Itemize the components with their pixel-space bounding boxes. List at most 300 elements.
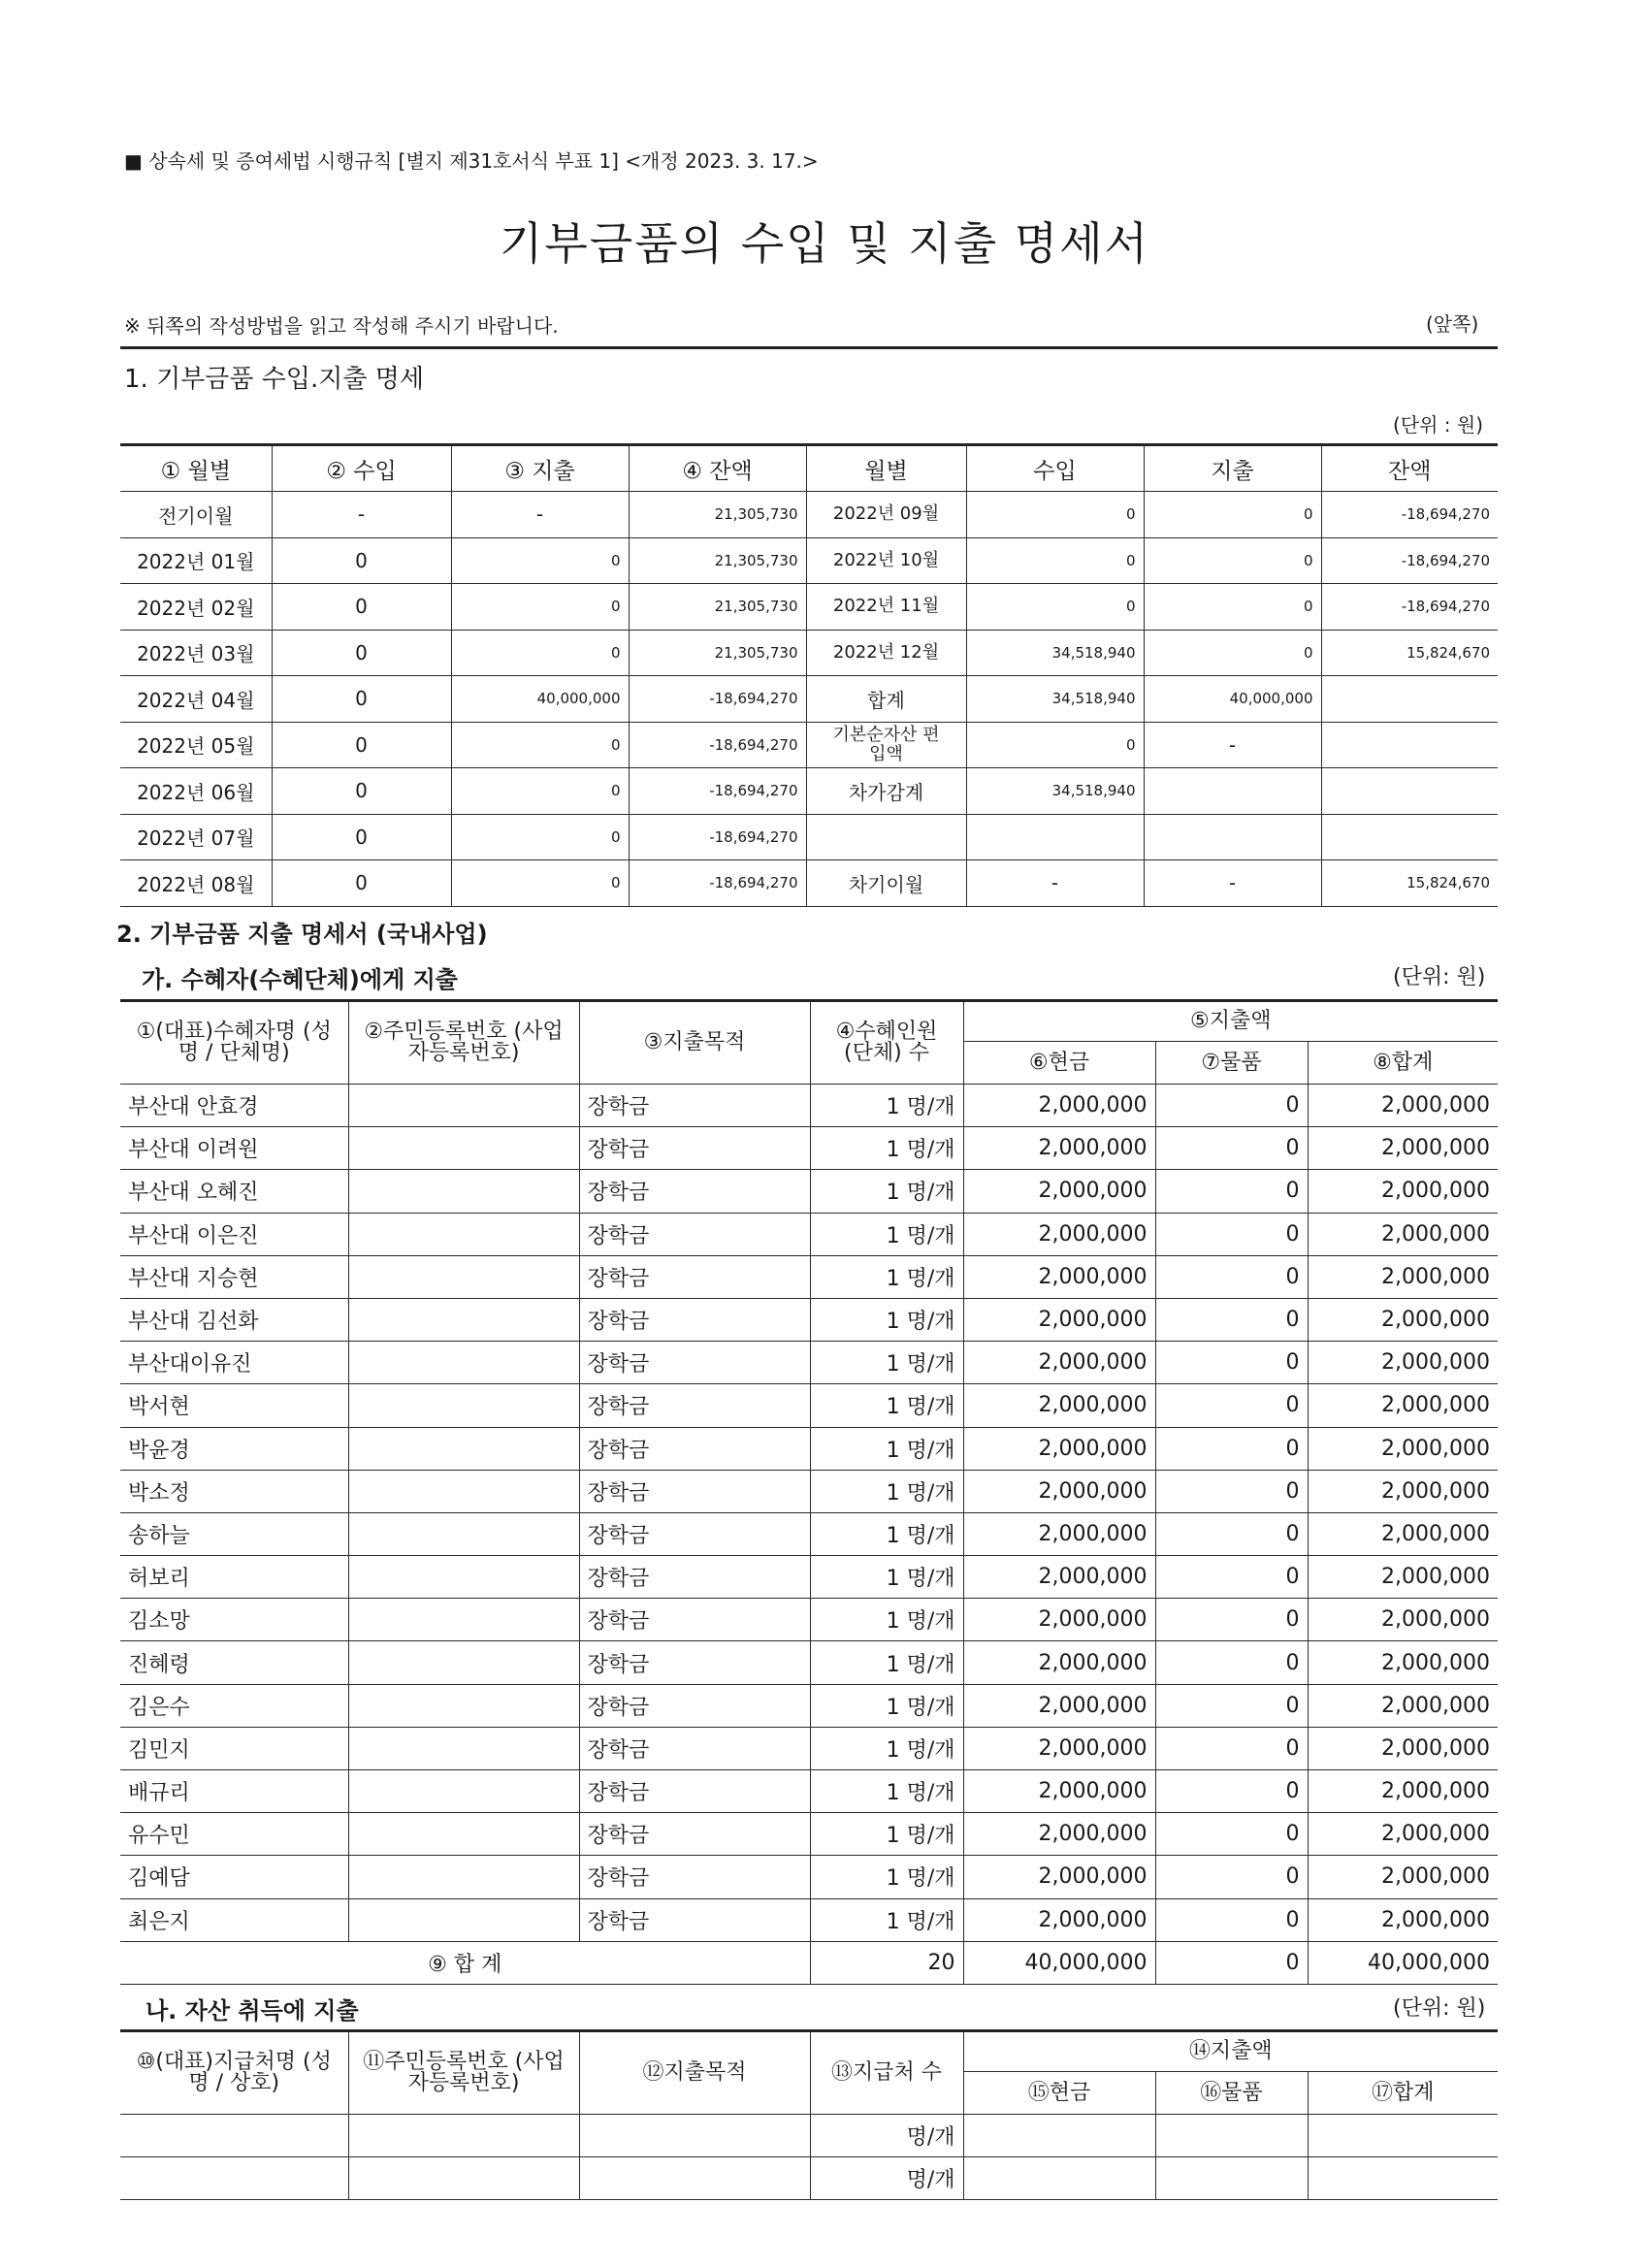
cell-count: 명/개 xyxy=(810,2115,963,2157)
col-payee-total: ⑰합계 xyxy=(1308,2072,1498,2115)
cell-cash: 2,000,000 xyxy=(963,1470,1155,1512)
cell-balance: -18,694,270 xyxy=(629,676,806,723)
cell-total: 2,000,000 xyxy=(1308,1127,1498,1170)
cell-registration-no xyxy=(348,1641,579,1684)
table-row xyxy=(120,1556,1498,1599)
cell-recipient-name: 부산대 안효경 xyxy=(120,1085,348,1127)
cell-income: 0 xyxy=(272,860,451,907)
front-label: (앞쪽) xyxy=(1426,312,1479,336)
cell-total: 2,000,000 xyxy=(1308,1898,1498,1941)
cell-total: 2,000,000 xyxy=(1308,1470,1498,1512)
cell-recipient-name: 부산대 지승현 xyxy=(120,1255,348,1298)
cell-income-2: 34,518,940 xyxy=(966,630,1144,676)
cell-total: 2,000,000 xyxy=(1308,1727,1498,1769)
cell-goods: 0 xyxy=(1155,1127,1308,1170)
cell-cash: 2,000,000 xyxy=(963,1556,1155,1599)
cell-month-2: 차가감계 xyxy=(806,768,966,815)
cell-count: 1 명/개 xyxy=(810,1427,963,1470)
cell-month-2: 2022년 11월 xyxy=(806,584,966,631)
cell-balance-2 xyxy=(1321,768,1498,815)
cell-recipient-name xyxy=(120,2157,348,2200)
beneficiary-expense-table xyxy=(120,999,1498,1985)
table-row xyxy=(120,1213,1498,1255)
table-row xyxy=(120,814,1498,860)
table-row xyxy=(120,1384,1498,1427)
table-row xyxy=(120,584,1498,631)
cell-cash: 2,000,000 xyxy=(963,1856,1155,1898)
cell-purpose: 장학금 xyxy=(579,1384,810,1427)
col-payee-count: ⑬지급처 수 xyxy=(810,2031,963,2115)
cell-month-2: 기본순자산 편입액 xyxy=(806,722,966,768)
cell-purpose: 장학금 xyxy=(579,1641,810,1684)
cell-goods: 0 xyxy=(1155,1641,1308,1684)
table-row xyxy=(120,2115,1498,2157)
cell-month-2: 차기이월 xyxy=(806,860,966,907)
cell-count: 1 명/개 xyxy=(810,1770,963,1813)
col-month-2: 월별 xyxy=(806,445,966,492)
cell-cash xyxy=(963,2157,1155,2200)
cell-balance-2 xyxy=(1321,814,1498,860)
col-income: ② 수입 xyxy=(272,445,451,492)
total-count: 20 xyxy=(810,1941,963,1984)
col-payee-cash: ⑮현금 xyxy=(963,2072,1155,2115)
table-row xyxy=(120,1470,1498,1512)
cell-recipient-name: 김예담 xyxy=(120,1856,348,1898)
col-expense: ③ 지출 xyxy=(451,445,629,492)
cell-recipient-name: 유수민 xyxy=(120,1813,348,1856)
cell-balance-2 xyxy=(1321,676,1498,723)
table-row xyxy=(120,768,1498,815)
cell-purpose: 장학금 xyxy=(579,1255,810,1298)
col-balance-2: 잔액 xyxy=(1321,445,1498,492)
table-row xyxy=(120,1427,1498,1470)
cell-expense-2: 0 xyxy=(1144,492,1321,538)
cell-cash: 2,000,000 xyxy=(963,1770,1155,1813)
table-row xyxy=(120,537,1498,584)
cell-registration-no xyxy=(348,2115,579,2157)
cell-expense-2 xyxy=(1144,768,1321,815)
cell-purpose xyxy=(579,2157,810,2200)
cell-income: 0 xyxy=(272,537,451,584)
col-expense-2: 지출 xyxy=(1144,445,1321,492)
cell-total xyxy=(1308,2157,1498,2200)
cell-registration-no xyxy=(348,1384,579,1427)
cell-registration-no xyxy=(348,1556,579,1599)
cell-goods: 0 xyxy=(1155,1342,1308,1384)
cell-recipient-name: 최은지 xyxy=(120,1898,348,1941)
cell-goods: 0 xyxy=(1155,1470,1308,1512)
cell-recipient-name: 김민지 xyxy=(120,1727,348,1769)
cell-purpose: 장학금 xyxy=(579,1813,810,1856)
cell-recipient-name: 박서현 xyxy=(120,1384,348,1427)
cell-balance-2 xyxy=(1321,722,1498,768)
form-reference: ■ 상속세 및 증여세법 시행규칙 [별지 제31호서식 부표 1] <개정 2023. 3. 17.> xyxy=(124,149,819,173)
cell-recipient-name: 허보리 xyxy=(120,1556,348,1599)
table-row xyxy=(120,1641,1498,1684)
cell-purpose xyxy=(579,2115,810,2157)
cell-count: 1 명/개 xyxy=(810,1384,963,1427)
cell-cash: 2,000,000 xyxy=(963,1213,1155,1255)
cell-registration-no xyxy=(348,1684,579,1727)
cell-purpose: 장학금 xyxy=(579,1298,810,1341)
total-label: ⑨ 합 계 xyxy=(120,1941,810,1984)
cell-purpose: 장학금 xyxy=(579,1427,810,1470)
cell-recipient-name xyxy=(120,2115,348,2157)
cell-count: 1 명/개 xyxy=(810,1213,963,1255)
cell-goods: 0 xyxy=(1155,1813,1308,1856)
col-payee-goods: ⑯물품 xyxy=(1155,2072,1308,2115)
cell-cash: 2,000,000 xyxy=(963,1298,1155,1341)
table-row xyxy=(120,1298,1498,1341)
cell-goods: 0 xyxy=(1155,1512,1308,1555)
income-expense-table xyxy=(120,443,1498,907)
cell-purpose: 장학금 xyxy=(579,1727,810,1769)
col-payee-amount: ⑭지출액 xyxy=(963,2031,1498,2072)
cell-recipient-name: 김은수 xyxy=(120,1684,348,1727)
col-expense-amount: ⑤지출액 xyxy=(963,1001,1498,1042)
cell-count: 1 명/개 xyxy=(810,1641,963,1684)
cell-expense: 0 xyxy=(451,768,629,815)
cell-goods: 0 xyxy=(1155,1298,1308,1341)
cell-total: 2,000,000 xyxy=(1308,1556,1498,1599)
cell-recipient-name: 송하늘 xyxy=(120,1512,348,1555)
cell-recipient-name: 부산대 오혜진 xyxy=(120,1170,348,1213)
cell-purpose: 장학금 xyxy=(579,1213,810,1255)
cell-month: 2022년 01월 xyxy=(120,537,272,584)
cell-registration-no xyxy=(348,1213,579,1255)
cell-expense-2 xyxy=(1144,814,1321,860)
table-row xyxy=(120,1599,1498,1641)
cell-balance: -18,694,270 xyxy=(629,814,806,860)
col-balance: ④ 잔액 xyxy=(629,445,806,492)
table-row xyxy=(120,492,1498,538)
cell-cash: 2,000,000 xyxy=(963,1127,1155,1170)
cell-balance-2: 15,824,670 xyxy=(1321,860,1498,907)
table-row xyxy=(120,1342,1498,1384)
cell-goods: 0 xyxy=(1155,1770,1308,1813)
cell-goods: 0 xyxy=(1155,1170,1308,1213)
cell-cash: 2,000,000 xyxy=(963,1512,1155,1555)
cell-cash: 2,000,000 xyxy=(963,1813,1155,1856)
cell-total: 2,000,000 xyxy=(1308,1255,1498,1298)
cell-count: 1 명/개 xyxy=(810,1512,963,1555)
cell-purpose: 장학금 xyxy=(579,1470,810,1512)
cell-count: 1 명/개 xyxy=(810,1556,963,1599)
top-rule xyxy=(120,346,1498,349)
cell-cash: 2,000,000 xyxy=(963,1684,1155,1727)
cell-balance: -18,694,270 xyxy=(629,768,806,815)
cell-count: 1 명/개 xyxy=(810,1342,963,1384)
cell-purpose: 장학금 xyxy=(579,1856,810,1898)
col-cash: ⑥현금 xyxy=(963,1042,1155,1085)
table-row xyxy=(120,1684,1498,1727)
cell-cash: 2,000,000 xyxy=(963,1599,1155,1641)
cell-goods: 0 xyxy=(1155,1727,1308,1769)
cell-total: 2,000,000 xyxy=(1308,1684,1498,1727)
cell-total: 2,000,000 xyxy=(1308,1427,1498,1470)
cell-count: 1 명/개 xyxy=(810,1599,963,1641)
cell-goods: 0 xyxy=(1155,1384,1308,1427)
cell-registration-no xyxy=(348,1599,579,1641)
cell-cash xyxy=(963,2115,1155,2157)
cell-expense: - xyxy=(451,492,629,538)
cell-purpose: 장학금 xyxy=(579,1127,810,1170)
table-row xyxy=(120,1856,1498,1898)
cell-total xyxy=(1308,2115,1498,2157)
col-payee-registration-no: ⑪주민등록번호 (사업자등록번호) xyxy=(348,2031,579,2115)
col-registration-no: ②주민등록번호 (사업자등록번호) xyxy=(348,1001,579,1085)
cell-recipient-name: 부산대 김선화 xyxy=(120,1298,348,1341)
section1-heading: 1. 기부금품 수입.지출 명세 xyxy=(124,365,425,394)
cell-month-2: 2022년 09월 xyxy=(806,492,966,538)
cell-total: 2,000,000 xyxy=(1308,1813,1498,1856)
cell-total: 2,000,000 xyxy=(1308,1599,1498,1641)
cell-month: 2022년 08월 xyxy=(120,860,272,907)
col-recipient-count: ④수혜인원 (단체) 수 xyxy=(810,1001,963,1085)
cell-balance: 21,305,730 xyxy=(629,584,806,631)
cell-income: 0 xyxy=(272,584,451,631)
total-cash: 40,000,000 xyxy=(963,1941,1155,1984)
cell-purpose: 장학금 xyxy=(579,1085,810,1127)
col-payee-purpose: ⑫지출목적 xyxy=(579,2031,810,2115)
instruction-note: ※ 뒤쪽의 작성방법을 읽고 작성해 주시기 바랍니다. xyxy=(124,314,559,338)
cell-expense-2: 0 xyxy=(1144,584,1321,631)
table-row xyxy=(120,1127,1498,1170)
section2b-unit: (단위: 원) xyxy=(1393,1996,1486,2021)
cell-registration-no xyxy=(348,1898,579,1941)
cell-income: 0 xyxy=(272,722,451,768)
cell-count: 1 명/개 xyxy=(810,1298,963,1341)
cell-month-2: 2022년 10월 xyxy=(806,537,966,584)
cell-total: 2,000,000 xyxy=(1308,1641,1498,1684)
cell-registration-no xyxy=(348,1085,579,1127)
cell-expense: 0 xyxy=(451,814,629,860)
cell-income-2 xyxy=(966,814,1144,860)
cell-income: 0 xyxy=(272,676,451,723)
cell-count: 1 명/개 xyxy=(810,1813,963,1856)
table-row xyxy=(120,1255,1498,1298)
cell-goods: 0 xyxy=(1155,1898,1308,1941)
asset-acquisition-table xyxy=(120,2029,1498,2200)
cell-recipient-name: 진혜령 xyxy=(120,1641,348,1684)
table-row xyxy=(120,1512,1498,1555)
cell-cash: 2,000,000 xyxy=(963,1898,1155,1941)
cell-cash: 2,000,000 xyxy=(963,1641,1155,1684)
cell-recipient-name: 부산대 이은진 xyxy=(120,1213,348,1255)
cell-income-2: 0 xyxy=(966,722,1144,768)
cell-income-2: 34,518,940 xyxy=(966,676,1144,723)
cell-expense: 0 xyxy=(451,584,629,631)
cell-month: 2022년 03월 xyxy=(120,630,272,676)
cell-income-2: - xyxy=(966,860,1144,907)
cell-registration-no xyxy=(348,1255,579,1298)
cell-recipient-name: 부산대 이려원 xyxy=(120,1127,348,1170)
cell-purpose: 장학금 xyxy=(579,1684,810,1727)
cell-total: 2,000,000 xyxy=(1308,1213,1498,1255)
cell-goods: 0 xyxy=(1155,1085,1308,1127)
cell-month: 2022년 07월 xyxy=(120,814,272,860)
cell-total: 2,000,000 xyxy=(1308,1512,1498,1555)
cell-total: 2,000,000 xyxy=(1308,1085,1498,1127)
cell-recipient-name: 김소망 xyxy=(120,1599,348,1641)
cell-total: 2,000,000 xyxy=(1308,1170,1498,1213)
cell-recipient-name: 배규리 xyxy=(120,1770,348,1813)
section2-heading: 2. 기부금품 지출 명세서 (국내사업) xyxy=(116,921,488,948)
cell-goods: 0 xyxy=(1155,1213,1308,1255)
total-sum: 40,000,000 xyxy=(1308,1941,1498,1984)
cell-purpose: 장학금 xyxy=(579,1512,810,1555)
cell-goods: 0 xyxy=(1155,1556,1308,1599)
cell-balance-2: -18,694,270 xyxy=(1321,537,1498,584)
section1-unit: (단위 : 원) xyxy=(1393,413,1484,437)
cell-count: 1 명/개 xyxy=(810,1856,963,1898)
cell-balance: 21,305,730 xyxy=(629,630,806,676)
cell-recipient-name: 박소정 xyxy=(120,1470,348,1512)
cell-count: 1 명/개 xyxy=(810,1727,963,1769)
cell-expense: 0 xyxy=(451,722,629,768)
total-goods: 0 xyxy=(1155,1941,1308,1984)
page-title: 기부금품의 수입 및 지출 명세서 xyxy=(499,217,1150,270)
section2a-unit: (단위: 원) xyxy=(1393,965,1486,989)
cell-registration-no xyxy=(348,1427,579,1470)
cell-expense: 0 xyxy=(451,860,629,907)
table-row xyxy=(120,1813,1498,1856)
cell-count: 1 명/개 xyxy=(810,1898,963,1941)
cell-expense: 0 xyxy=(451,537,629,584)
cell-goods: 0 xyxy=(1155,1427,1308,1470)
cell-income-2: 0 xyxy=(966,584,1144,631)
table-row xyxy=(120,722,1498,768)
cell-registration-no xyxy=(348,1770,579,1813)
cell-month: 전기이월 xyxy=(120,492,272,538)
cell-count: 1 명/개 xyxy=(810,1470,963,1512)
cell-count: 1 명/개 xyxy=(810,1684,963,1727)
table-row xyxy=(120,1727,1498,1769)
cell-registration-no xyxy=(348,1727,579,1769)
cell-purpose: 장학금 xyxy=(579,1556,810,1599)
cell-month: 2022년 05월 xyxy=(120,722,272,768)
cell-purpose: 장학금 xyxy=(579,1170,810,1213)
cell-goods: 0 xyxy=(1155,1599,1308,1641)
cell-purpose: 장학금 xyxy=(579,1770,810,1813)
cell-goods xyxy=(1155,2115,1308,2157)
cell-count: 1 명/개 xyxy=(810,1085,963,1127)
cell-total: 2,000,000 xyxy=(1308,1298,1498,1341)
table-row xyxy=(120,1170,1498,1213)
cell-balance-2: -18,694,270 xyxy=(1321,584,1498,631)
cell-balance: -18,694,270 xyxy=(629,860,806,907)
col-purpose: ③지출목적 xyxy=(579,1001,810,1085)
cell-recipient-name: 박윤경 xyxy=(120,1427,348,1470)
cell-goods: 0 xyxy=(1155,1684,1308,1727)
cell-balance-2: 15,824,670 xyxy=(1321,630,1498,676)
cell-registration-no xyxy=(348,1298,579,1341)
table-row xyxy=(120,2157,1498,2200)
cell-total: 2,000,000 xyxy=(1308,1342,1498,1384)
section2a-heading: 가. 수혜자(수혜단체)에게 지출 xyxy=(142,966,458,993)
cell-goods: 0 xyxy=(1155,1255,1308,1298)
cell-income-2: 0 xyxy=(966,537,1144,584)
cell-month: 2022년 04월 xyxy=(120,676,272,723)
col-beneficiary-name: ①(대표)수혜자명 (성명 / 단체명) xyxy=(120,1001,348,1085)
table-row xyxy=(120,1898,1498,1941)
cell-registration-no xyxy=(348,1342,579,1384)
cell-cash: 2,000,000 xyxy=(963,1170,1155,1213)
cell-cash: 2,000,000 xyxy=(963,1727,1155,1769)
cell-purpose: 장학금 xyxy=(579,1898,810,1941)
cell-expense-2: 40,000,000 xyxy=(1144,676,1321,723)
cell-registration-no xyxy=(348,1856,579,1898)
cell-expense-2: - xyxy=(1144,860,1321,907)
cell-income-2: 34,518,940 xyxy=(966,768,1144,815)
cell-expense: 0 xyxy=(451,630,629,676)
table-row xyxy=(120,676,1498,723)
cell-month: 2022년 02월 xyxy=(120,584,272,631)
cell-registration-no xyxy=(348,1512,579,1555)
cell-balance: 21,305,730 xyxy=(629,537,806,584)
cell-balance: -18,694,270 xyxy=(629,722,806,768)
cell-cash: 2,000,000 xyxy=(963,1342,1155,1384)
cell-expense-2: 0 xyxy=(1144,537,1321,584)
cell-registration-no xyxy=(348,1127,579,1170)
cell-count: 1 명/개 xyxy=(810,1255,963,1298)
cell-goods: 0 xyxy=(1155,1856,1308,1898)
table-row xyxy=(120,860,1498,907)
cell-cash: 2,000,000 xyxy=(963,1427,1155,1470)
cell-expense-2: 0 xyxy=(1144,630,1321,676)
cell-total: 2,000,000 xyxy=(1308,1856,1498,1898)
cell-income: 0 xyxy=(272,768,451,815)
cell-registration-no xyxy=(348,1813,579,1856)
cell-month-2 xyxy=(806,814,966,860)
table-row xyxy=(120,1085,1498,1127)
table-row xyxy=(120,630,1498,676)
cell-expense: 40,000,000 xyxy=(451,676,629,723)
cell-income: 0 xyxy=(272,814,451,860)
cell-recipient-name: 부산대이유진 xyxy=(120,1342,348,1384)
cell-cash: 2,000,000 xyxy=(963,1384,1155,1427)
cell-month-2: 2022년 12월 xyxy=(806,630,966,676)
cell-balance: 21,305,730 xyxy=(629,492,806,538)
cell-goods xyxy=(1155,2157,1308,2200)
cell-total: 2,000,000 xyxy=(1308,1384,1498,1427)
cell-income: - xyxy=(272,492,451,538)
col-payee-name: ⑩(대표)지급처명 (성명 / 상호) xyxy=(120,2031,348,2115)
cell-total: 2,000,000 xyxy=(1308,1770,1498,1813)
cell-count: 명/개 xyxy=(810,2157,963,2200)
col-total: ⑧합계 xyxy=(1308,1042,1498,1085)
cell-registration-no xyxy=(348,2157,579,2200)
cell-income: 0 xyxy=(272,630,451,676)
col-income-2: 수입 xyxy=(966,445,1144,492)
cell-purpose: 장학금 xyxy=(579,1342,810,1384)
col-month: ① 월별 xyxy=(120,445,272,492)
cell-cash: 2,000,000 xyxy=(963,1255,1155,1298)
cell-count: 1 명/개 xyxy=(810,1127,963,1170)
cell-count: 1 명/개 xyxy=(810,1170,963,1213)
cell-balance-2: -18,694,270 xyxy=(1321,492,1498,538)
cell-registration-no xyxy=(348,1170,579,1213)
section2b-heading: 나. 자산 취득에 지출 xyxy=(146,1997,359,2025)
table-row xyxy=(120,1770,1498,1813)
cell-income-2: 0 xyxy=(966,492,1144,538)
cell-expense-2: - xyxy=(1144,722,1321,768)
col-goods: ⑦물품 xyxy=(1155,1042,1308,1085)
cell-month: 2022년 06월 xyxy=(120,768,272,815)
cell-registration-no xyxy=(348,1470,579,1512)
cell-month-2: 합계 xyxy=(806,676,966,723)
cell-cash: 2,000,000 xyxy=(963,1085,1155,1127)
